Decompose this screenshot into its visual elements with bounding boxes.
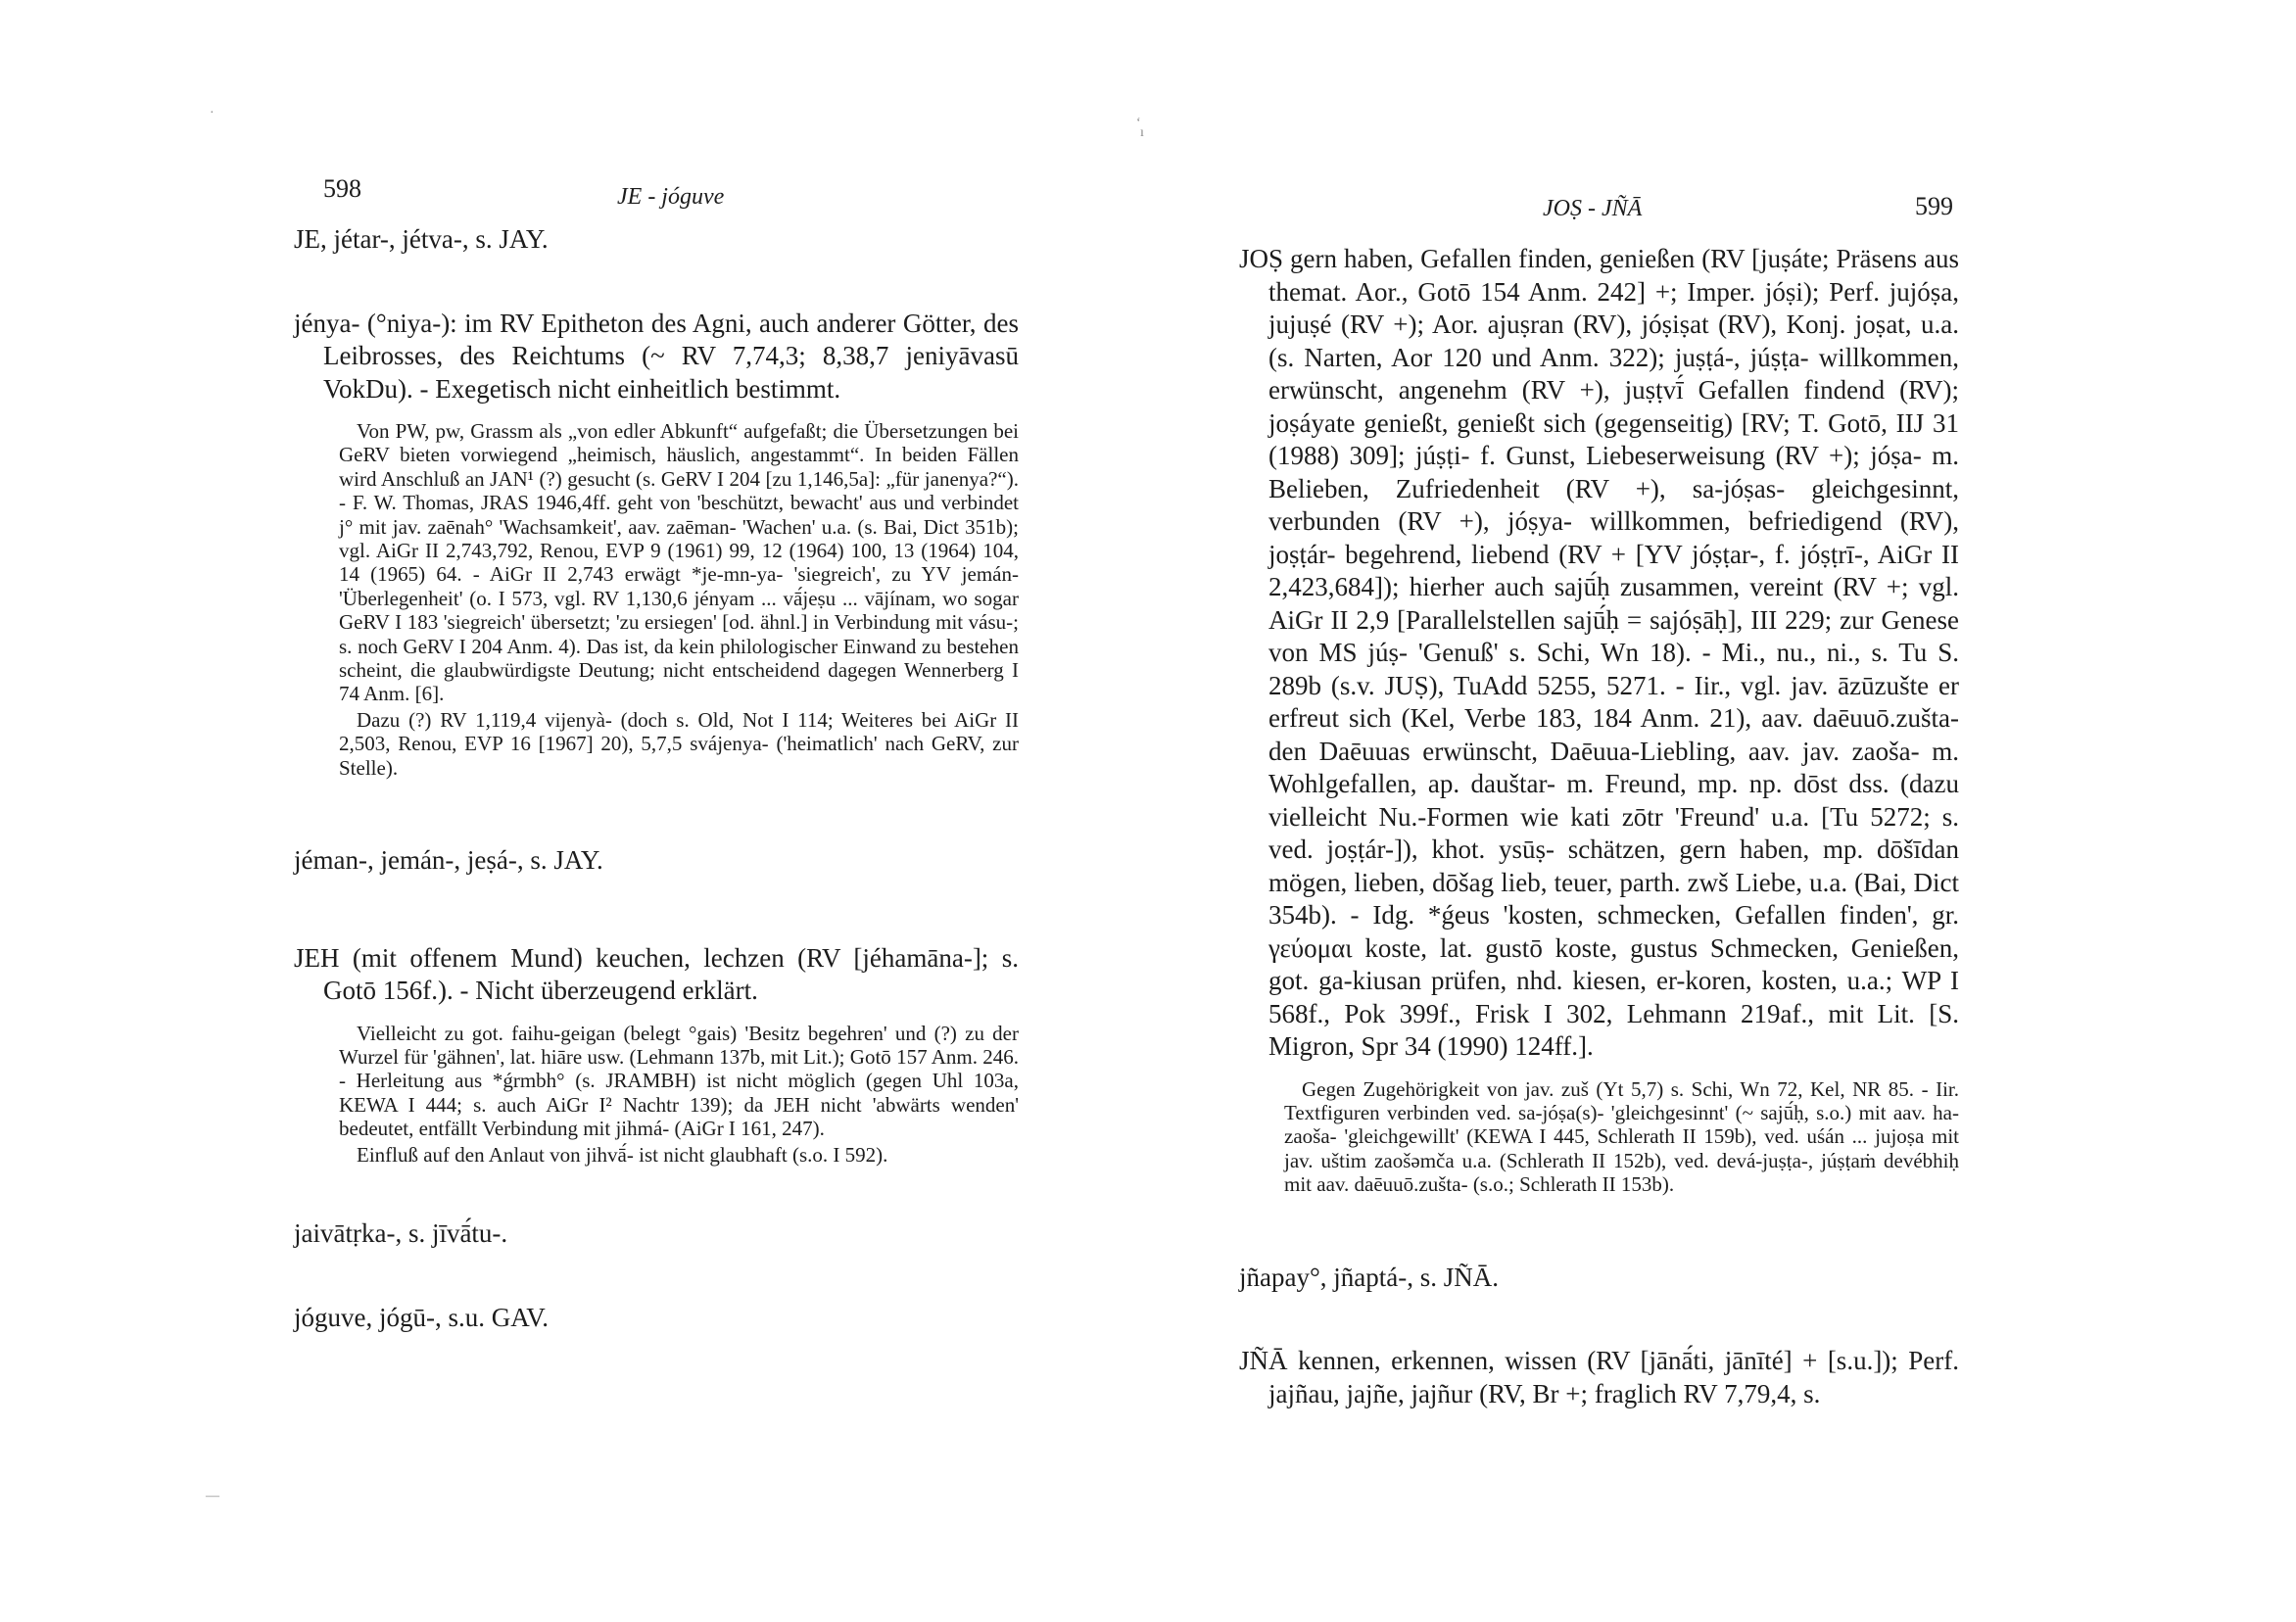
page-number: 598 bbox=[323, 174, 361, 203]
scan-speck: ʻ bbox=[1136, 116, 1141, 130]
entry-jos: JOṢ gern haben, Gefallen finden, genießen (RV [juṣáte; Präsens aus themat. Aor., Gotō 154 Anm. 242] +; Imper. jóṣi); Perf. jujóṣa, jujuṣé (RV +); Aor. ajuṣran (RV), jóṣiṣat (RV), Konj. joṣat, u.a. (s. Narten, Aor 120 und Anm. 322); juṣṭá-, júṣṭa- willkommen, erwünscht, angenehm (RV +), juṣṭvī́ Gefallen findend (RV); joṣáyate genießt, genießt sich (gegenseitig) [RV; T. Gotō, IIJ 31 (1988) 309]; júṣṭi- f. Gunst, Liebeserweisung (RV +); jóṣa- m. Belieben, Zufriedenheit (RV +), sa-jóṣas- gleichgesinnt, verbunden (RV +), jóṣya- willkommen, befriedigend (RV), joṣṭár- begehrend, liebend (RV + [YV jóṣṭar-, f. jóṣṭrī-, AiGr II 2,423,684]); hierher auch sajū́ḥ zusammen, vereint (RV +; vgl. AiGr II 2,9 [Parallelstellen sajū́ḥ = sajóṣāḥ], III 229; zur Genese von MS júṣ- 'Genuß' s. Schi, Wn 18). - Mi., nu., ni., s. Tu S. 289b (s.v. JUṢ), TuAdd 5255, 5271. - Iir., vgl. jav. āzūzušte er erfreut sich (Kel, Verbe 183, 184 Anm. 21), aav. daēuuō.zušta- den Daēuuas erwünscht, Daēuua-Liebling, aav. jav. zaoša- m. Wohlgefallen, ap. dauštar- m. Freund, mp. np. dōst dss. (dazu vielleicht Nu.-Formen wie kati zōtr 'Freund' u.a. [Tu 5272; s. ved. joṣṭár-]), khot. ysūṣ- schätzen, gern haben, mp. dōšīdan mögen, lieben, dōšag lieb, teuer, parth. zwš Liebe, u.a. (Bai, Dict 354b). - Idg. *ǵeus 'kosten, schmecken, Gefallen finden', gr. γεύομαι koste, lat. gustō koste, gustus Schmecken, Genießen, got. ga-kiusan prüfen, nhd. kiesen, er-koren, kosten, u.a.; WP I 568f., Pok 399f., Frisk I 302, Lehmann 219af., mit Lit. [S. Migron, Spr 34 (1990) 124ff.]. bbox=[1239, 244, 1959, 1061]
entry-jeman: jéman-, jemán-, jeṣá-, s. JAY. bbox=[294, 845, 603, 876]
running-head: JOṢ - JÑĀ bbox=[1543, 196, 1643, 221]
running-head: JE - jóguve bbox=[617, 184, 725, 210]
entry-joguve: jóguve, jógū-, s.u. GAV. bbox=[294, 1302, 550, 1332]
right-page bbox=[1239, 0, 1959, 1622]
note-jenya-1: Von PW, pw, Grassm als „von edler Abkunft“ aufgefaßt; die Übersetzungen bei GeRV bieten vorwiegend „heimisch, häuslich, angestammt“. In beiden Fällen wird Anschluß an JAN¹ (?) gesucht (s. GeRV I 204 [zu 1,146,5a]: „für janenya?“). - F. W. Thomas, JRAS 1946,4ff. geht von 'beschützt, bewacht' aus und verbindet j° mit jav. zaēnah° 'Wachsamkeit', aav. zaēman- 'Wachen' u.a. (s. Bai, Dict 351b); vgl. AiGr II 2,743,792, Renou, EVP 9 (1961) 99, 12 (1964) 100, 13 (1964) 104, 14 (1965) 64. - AiGr II 2,743 erwägt *je-mn-ya- 'siegreich', zu YV jemán- 'Überlegenheit' (o. I 573, vgl. RV 1,130,6 jényam ... vā́jeṣu ... vājínam, wo sogar GeRV I 183 'siegreich' übersetzt; 'zu ersiegen' [od. ähnl.] in Verbindung mit vásu-; s. noch GeRV I 204 Anm. 4). Das ist, da kein philologischer Einwand zu bestehen scheint, die glaubwürdigste Deutung; nicht entscheidend dagegen Wennerberg I 74 Anm. [6]. bbox=[339, 419, 1019, 706]
entry-jnapay: jñapay°, jñaptá-, s. JÑĀ. bbox=[1239, 1262, 1499, 1292]
entry-jna: JÑĀ kennen, erkennen, wissen (RV [jānā́ti, jānīté] + [s.u.]); Perf. jajñau, jajñe, jajñur (RV, Br +; fraglich RV 7,79,4, s. bbox=[1239, 1346, 1959, 1408]
right-body bbox=[1239, 243, 1959, 1410]
entry-jenya: jénya- (°niya-): im RV Epitheton des Agni, auch anderer Götter, des Leibrosses, des Reichtums (~ RV 7,74,3; 8,38,7 jeniyāvasū VokDu). - Exegetisch nicht einheitlich bestimmt. bbox=[294, 308, 1019, 404]
scan-speck: — bbox=[206, 1489, 219, 1503]
left-page bbox=[294, 0, 1019, 1622]
page-number: 599 bbox=[1915, 192, 1953, 220]
note-jeh-1: Vielleicht zu got. faihu-geigan (belegt °gais) 'Besitz begehren' und (?) zu der Wurzel für 'gähnen', lat. hiāre usw. (Lehmann 137b, mit Lit.); Gotō 157 Anm. 246. - Herleitung aus *ǵrmbh° (s. JRAMBH) ist nicht möglich (gegen Uhl 103a, KEWA I 444; s. auch AiGr I² Nachtr 139); da JEH nicht 'abwärts wenden' bedeutet, entfällt Verbindung mit jihmá- (AiGr I 161, 247). bbox=[339, 1021, 1019, 1141]
left-body bbox=[294, 223, 1019, 1334]
note-jenya-2: Dazu (?) RV 1,119,4 vijenyà- (doch s. Old, Not I 114; Weiteres bei AiGr II 2,503, Renou, EVP 16 [1967] 20), 5,7,5 svájenya- ('heimatlich' nach GeRV, zur Stelle). bbox=[339, 707, 1019, 780]
note-jeh-2: Einfluß auf den Anlaut von jihvā́- ist nicht glaubhaft (s.o. I 592). bbox=[357, 1142, 888, 1167]
note-jos-1: Gegen Zugehörigkeit von jav. zuš (Yt 5,7) s. Schi, Wn 72, Kel, NR 85. - Iir. Textfiguren verbinden ved. sa-jóṣa(s)- 'gleichgesinnt' (~ sajū́ḥ, s.o.) mit aav. ha-zaoša- 'gleichgewillt' (KEWA I 445, Schlerath II 159b), ved. uśán ... jujoṣa mit jav. uštim zaošəmča u.a. (Schlerath II 152b), ved. devá-juṣṭa-, júṣṭaṁ devébhiḥ mit aav. daēuuō.zušta- (s.o.; Schlerath II 153b). bbox=[1284, 1076, 1959, 1197]
scan-speck: ı bbox=[1140, 125, 1144, 140]
entry-jeh: JEH (mit offenem Mund) keuchen, lechzen (RV [jéhamāna-]; s. Gotō 156f.). - Nicht überzeugend erklärt. bbox=[294, 942, 1019, 1006]
entry-je: JE, jétar-, jétva-, s. JAY. bbox=[294, 224, 549, 254]
entry-jaivatrka: jaivātṛka-, s. jīvā́tu-. bbox=[294, 1218, 508, 1249]
scan-speck: · bbox=[210, 106, 215, 120]
